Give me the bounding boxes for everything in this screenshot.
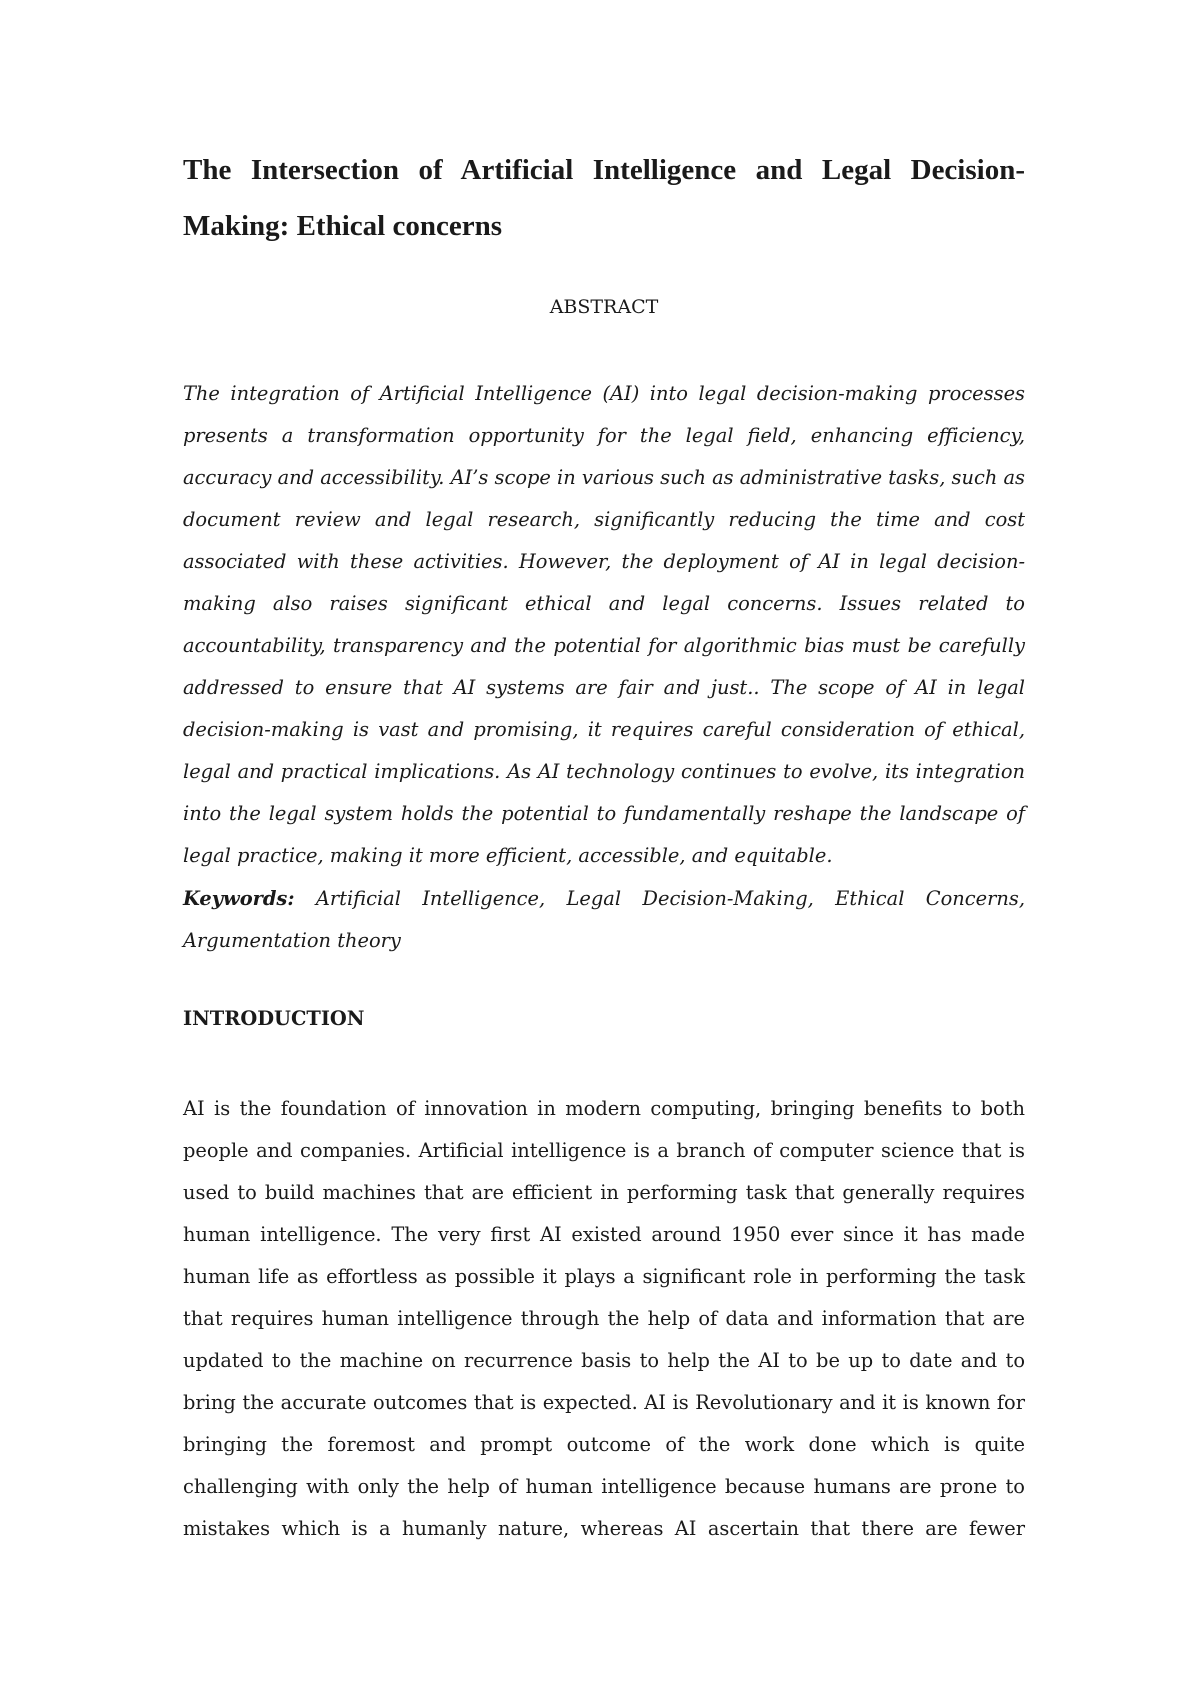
introduction-text: AI is the foundation of innovation in modern computing, bringing benefits to both people and companies. Artificial intelligence is a branch of computer science that is used to build machines that are efficient in performing task that generally requires human intelligence. The very first AI existed around 1950 ever since it has made human life as effortless as possible it plays a significant role in performing the task that requires human intelligence through the help of data and information that are updated to the machine on recurrence basis to help the AI to be up to date and to bring the accurate outcomes that is expected. AI is Revolutionary and it is known for bringing the foremost and prompt outcome of the work done which is quite challenging with only the help of human intelligence because humans are prone to mistakes which is a humanly nature, whereas AI ascertain that there are fewer (183, 1097, 1025, 1540)
paper-title: The Intersection of Artificial Intelligence and Legal Decision-Making: Ethical concerns (183, 154, 1025, 242)
keywords-text: Artificial Intelligence, Legal Decision-Making, Ethical Concerns, Argumentation theory (183, 887, 1025, 952)
abstract-heading: ABSTRACT (549, 296, 659, 318)
keywords-paragraph (183, 878, 1025, 962)
abstract-text: The integration of Artificial Intelligence (AI) into legal decision-making processes presents a transformation opportunity for the legal field, enhancing efficiency, accuracy and accessibility. AI’s scope in various such as administrative tasks, such as document review and legal research, significantly reducing the time and cost associated with these activities. However, the deployment of AI in legal decision-making also raises significant ethical and legal concerns. Issues related to accountability, transparency and the potential for algorithmic bias must be carefully addressed to ensure that AI systems are fair and just.. The scope of AI in legal decision-making is vast and promising, it requires careful consideration of ethical, legal and practical implications. As AI technology continues to evolve, its integration into the legal system holds the potential to fundamentally reshape the landscape of legal practice, making it more efficient, accessible, and equitable. (183, 382, 1026, 867)
keywords-label: Keywords: (183, 887, 295, 910)
introduction-heading: INTRODUCTION (183, 1007, 365, 1030)
